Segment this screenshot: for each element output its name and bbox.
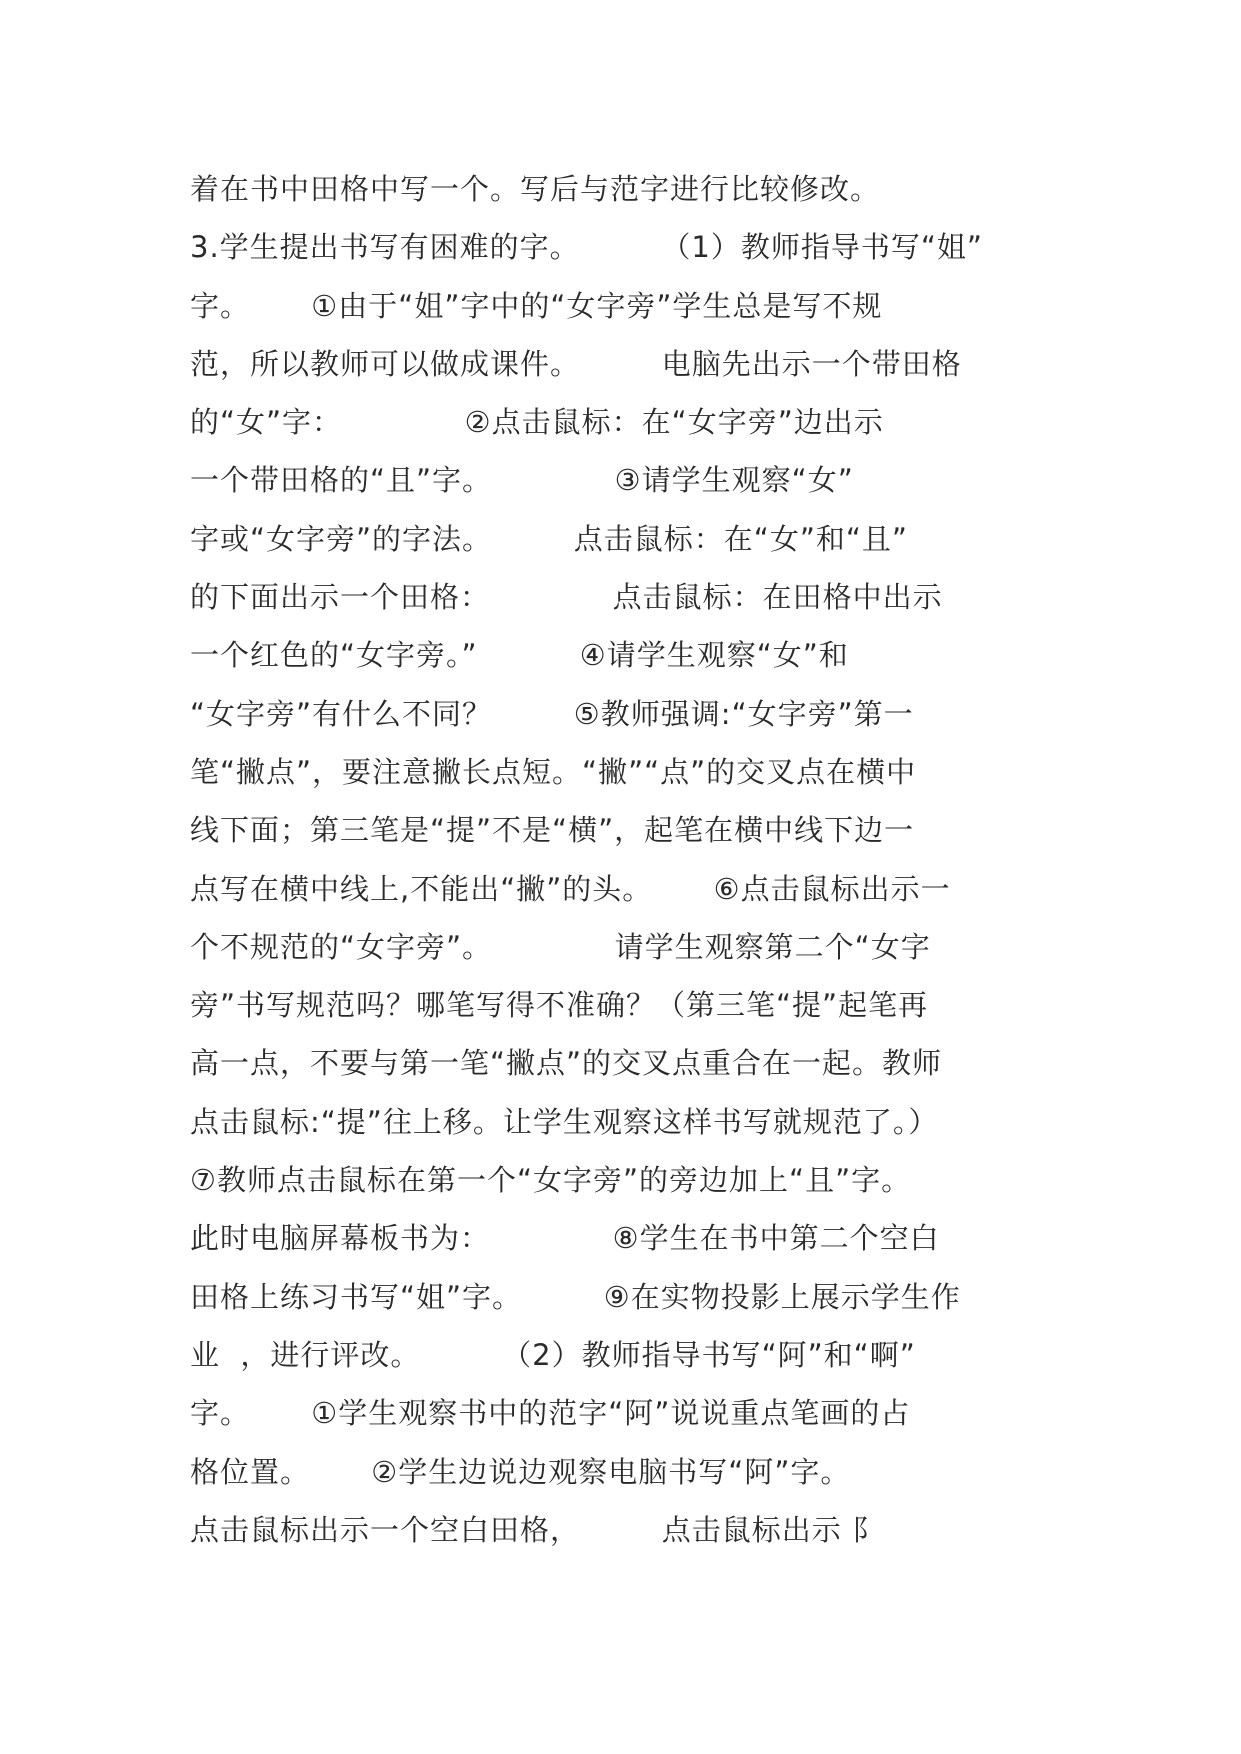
- text-line: “女字旁”有什么不同？ ⑤教师强调:“女字旁”第一: [190, 696, 914, 731]
- text-line: 点写在横中线上,不能出“撇”的头。 ⑥点击鼠标出示一: [190, 871, 951, 906]
- text-line: 旁”书写规范吗？哪笔写得不准确？（第三笔“提”起笔再: [190, 988, 929, 1023]
- text-line: 一个红色的“女字旁。” ④请学生观察“女”和: [190, 638, 849, 673]
- text-line: 着在书中田格中写一个。写后与范字进行比较修改。: [190, 172, 881, 206]
- text-line: 笔“撇点”，要注意撇长点短。“撇”“点”的交叉点在横中: [190, 754, 917, 789]
- text-line: 此时电脑屏幕板书为： ⑧学生在书中第二个空白: [190, 1221, 940, 1256]
- body-text: [190, 160, 1070, 1559]
- text-line: 个不规范的“女字旁”。 请学生观察第二个“女字: [190, 929, 931, 964]
- text-line: 一个带田格的“且”字。 ③请学生观察“女”: [190, 463, 854, 498]
- text-line: 点击鼠标:“提”往上移。让学生观察这样书写就规范了。）: [190, 1104, 939, 1139]
- text-line: 字。 ①由于“姐”字中的“女字旁”学生总是写不规: [190, 288, 883, 323]
- text-line: 的下面出示一个田格： 点击鼠标：在田格中出示: [190, 580, 943, 615]
- text-line: 格位置。 ②学生边说边观察电脑书写“阿”字。: [190, 1454, 851, 1489]
- text-line: 3.学生提出书写有困难的字。 （1）教师指导书写“姐”: [190, 230, 983, 265]
- text-line: ⑦教师点击鼠标在第一个“女字旁”的旁边加上“且”字。: [190, 1163, 912, 1198]
- text-line: 字或“女字旁”的字法。 点击鼠标：在“女”和“且”: [190, 521, 908, 556]
- text-line: 范，所以教师可以做成课件。 电脑先出示一个带田格: [190, 346, 962, 381]
- text-line: 田格上练习书写“姐”字。 ⑨在实物投影上展示学生作: [190, 1279, 961, 1314]
- text-line: 点击鼠标出示一个空白田格， 点击鼠标出示 阝: [190, 1512, 882, 1547]
- text-line: 业 ，进行评改。 （2）教师指导书写“阿”和“啊”: [190, 1337, 916, 1372]
- text-line: 高一点，不要与第一笔“撇点”的交叉点重合在一起。教师: [190, 1046, 943, 1081]
- text-line: 的“女”字： ②点击鼠标：在“女字旁”边出示: [190, 405, 884, 440]
- text-line: 字。 ①学生观察书中的范字“阿”说说重点笔画的占: [190, 1396, 911, 1431]
- text-line: 线下面；第三笔是“提”不是“横”，起笔在横中线下边一: [190, 813, 915, 848]
